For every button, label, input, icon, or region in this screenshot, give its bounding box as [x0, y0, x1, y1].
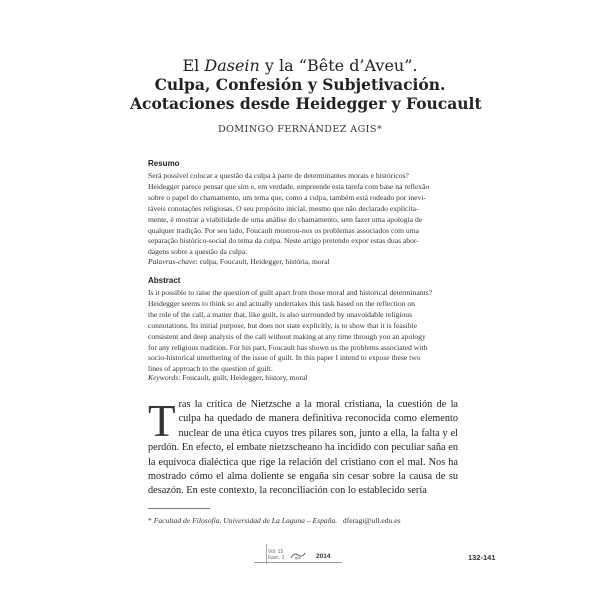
resumo-line: dagens sobre a questão da culpa. [148, 247, 248, 257]
abstract-heading: Abstract [148, 276, 181, 285]
resumo-line: Heidegger parece pensar que sim e, em verdade, empreende esta tarefa com base na reflexão [148, 181, 430, 191]
abstract-text [148, 288, 456, 375]
abstract-line: the role of the call, a matter that, like guilt, is also surrounded by unavoidable religious [148, 309, 413, 319]
title-italic-term: Dasein [204, 56, 260, 75]
title-line-1: El Dasein y la “Bête d’Aveu”. [182, 56, 418, 75]
title-line-3: Acotaciones desde Heidegger y Foucault [130, 94, 482, 113]
resumo-line: separação histórico-social do tema da culpa. Neste artigo pretendo expor estas duas abor- [148, 236, 419, 246]
abstract-line: Heidegger seems to think so and actually undertakes this task based on the reflection on [148, 298, 415, 308]
article-title [130, 56, 482, 113]
resumo-keywords [148, 257, 456, 267]
footnote [148, 516, 401, 525]
body-paragraph [148, 398, 458, 499]
title-line-2: Culpa, Confesión y Subjetivación. [154, 75, 446, 94]
abstract-line: for any religious tradition. For his part, Foucault has shown us the problems associated with [148, 342, 428, 352]
abstract-line: lines of approach to the question of guilt. [148, 364, 273, 374]
publication-year: 2014 [316, 553, 331, 560]
fascicle-number: Fasc. 1 [268, 555, 285, 561]
footnote-email[interactable]: dferagi@ull.edu.es [342, 516, 401, 525]
resumo-line: qualquer tradição. Por seu lado, Foucault mostrou-nos os problemas associados com uma [148, 225, 419, 235]
abstract-keywords [148, 373, 456, 383]
abstract-line: consistent and deep analysis of the call without making at any time through you an apology [148, 331, 426, 341]
resumo-line: táveis conotações religiosas. O seu propósito inicial, mesmo que não declarado explicita- [148, 203, 419, 213]
body-text: ras la crítica de Nietzsche a la moral cristiana, la cuestión de la culpa ha quedado de manera definitiva reconocida como elemento nuclear de una ética cuyos tres pilares son, junto a ella, la falta y el perdón. En efecto, el embate nietzscheano ha incidido con peculiar saña en la equívoca dialéctica que rige la relación del cristiano con el mal. Nos ha mostrado cómo el alma doliente se engaña sin cesar sobre la causa de su desazón. En este contexto, la reconciliación con lo establecido sería [148, 399, 458, 497]
drop-cap: T [148, 396, 176, 446]
footnote-institution: Facultad de Filosofía, Universidad de La Laguna – España. [153, 516, 338, 525]
abstract-keywords-label: Keywords [148, 373, 179, 382]
footnote-marker: * [148, 516, 154, 525]
abstract-line: Is it possible to raise the question of guilt apart from those moral and historical determinants? [148, 288, 433, 297]
footnote-rule [148, 508, 210, 509]
volume-info [268, 549, 284, 561]
volume-number: Vol. 15 [268, 549, 284, 555]
footer-rule [254, 562, 342, 563]
abstract-line: socio-historical untethering of the issue of guilt. In this paper I intend to expose these two [148, 353, 421, 363]
page-range: 132-141 [468, 553, 496, 562]
journal-logo-icon [290, 551, 306, 560]
resumo-heading: Resumo [148, 159, 180, 168]
resumo-line: sobre o papel do chamamento, um tema que, como a culpa, também está rodeado por inevi- [148, 192, 426, 202]
resumo-line: mente, é mostrar a viabilidade de uma análise do chamamento, sem fazer uma apologia de [148, 214, 423, 224]
footer-tick [266, 544, 267, 564]
resumo-line: Será possível colocar a questão da culpa à parte de determinantes morais e históricos? [148, 171, 409, 180]
abstract-line: connotations. Its initial purpose, but does not state explicitly, is to show that it is feasible [148, 320, 418, 330]
resumo-keywords-values: : culpa, Foucault, Heidegger, história, moral [195, 257, 330, 266]
resumo-keywords-label: Palavras-chave [148, 257, 196, 266]
abstract-keywords-values: : Foucault, guilt, Heidegger, history, moral [178, 373, 308, 382]
author-name: DOMINGO FERNÁNDEZ AGIS* [217, 124, 383, 135]
resumo-text [148, 171, 456, 258]
journal-logo-text: RFF [294, 556, 302, 560]
